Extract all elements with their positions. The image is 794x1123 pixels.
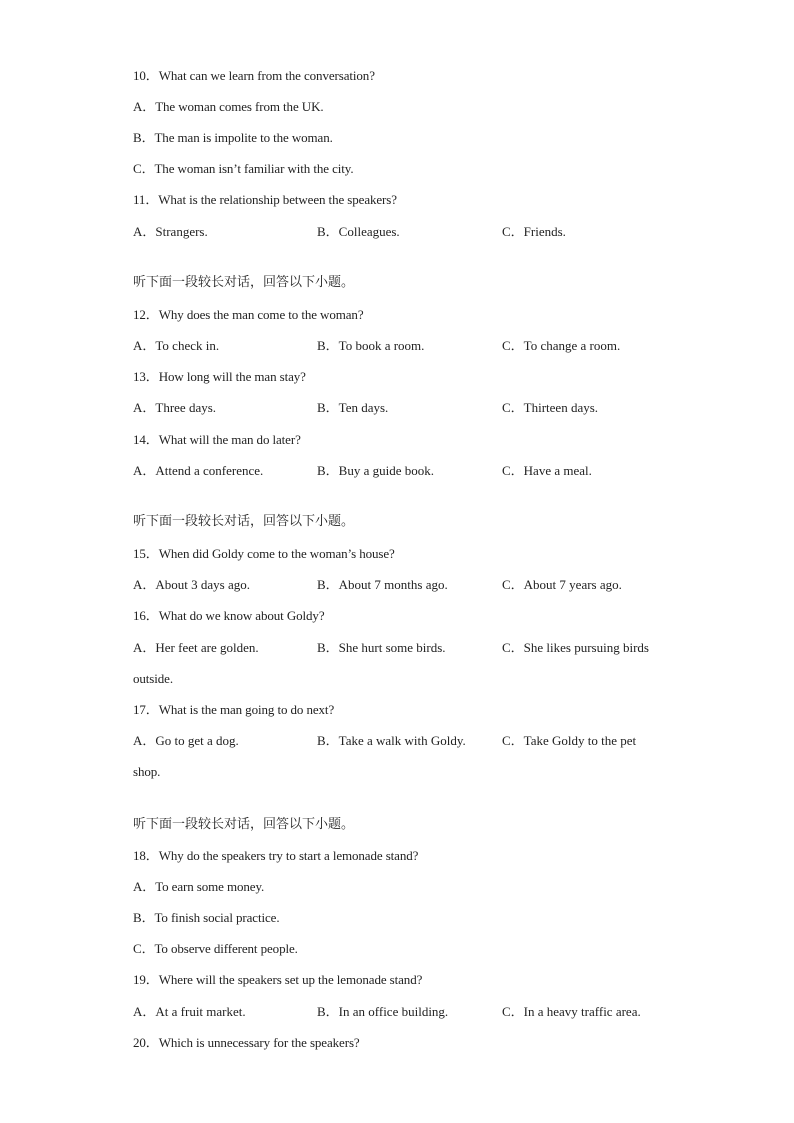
question-12-option-b: B．To book a room. [317,338,425,353]
question-15-option-c: C．About 7 years ago. [502,577,622,592]
question-17-option-c: C．Take Goldy to the pet [502,733,637,748]
question-17-stem: 17．What is the man going to do next? [133,702,335,717]
question-10-option-a: A．The woman comes from the UK. [133,99,324,114]
question-16-stem: 16．What do we know about Goldy? [133,608,325,623]
section-instruction: 听下面一段较长对话，回答以下小题。 [133,275,355,290]
question-15-option-a: A．About 3 days ago. [133,577,250,592]
question-16-option-a: A．Her feet are golden. [133,640,259,655]
question-20-stem: 20．Which is unnecessary for the speakers? [133,1035,360,1050]
question-18-option-c: C．To observe different people. [133,941,298,956]
question-15-stem: 15．When did Goldy come to the woman’s house? [133,546,395,561]
question-17-option-b: B．Take a walk with Goldy. [317,733,466,748]
question-14-stem: 14．What will the man do later? [133,432,301,447]
section-instruction: 听下面一段较长对话，回答以下小题。 [133,514,355,529]
question-17-option-c-continued: shop. [133,764,161,779]
question-19-stem: 19．Where will the speakers set up the lemonade stand? [133,972,423,987]
question-18-option-a: A．To earn some money. [133,879,265,894]
question-11-option-a: A．Strangers. [133,224,208,239]
question-16-option-b: B．She hurt some birds. [317,640,446,655]
question-14-option-a: A．Attend a conference. [133,463,264,478]
section-instruction: 听下面一段较长对话，回答以下小题。 [133,817,355,832]
question-17-option-a: A．Go to get a dog. [133,733,239,748]
question-16-option-c-continued: outside. [133,671,174,686]
question-19-option-c: C．In a heavy traffic area. [502,1004,641,1019]
question-10-stem: 10．What can we learn from the conversation? [133,68,375,83]
question-12-option-a: A．To check in. [133,338,220,353]
question-19-option-a: A．At a fruit market. [133,1004,246,1019]
question-14-option-c: C．Have a meal. [502,463,592,478]
question-13-stem: 13．How long will the man stay? [133,369,306,384]
question-11-stem: 11．What is the relationship between the speakers? [133,192,397,207]
question-12-stem: 12．Why does the man come to the woman? [133,307,364,322]
question-18-option-b: B．To finish social practice. [133,910,280,925]
question-10-option-b: B．The man is impolite to the woman. [133,130,333,145]
question-16-option-c: C．She likes pursuing birds [502,640,649,655]
question-19-option-b: B．In an office building. [317,1004,449,1019]
question-13-option-a: A．Three days. [133,400,217,415]
question-15-option-b: B．About 7 months ago. [317,577,448,592]
question-18-stem: 18．Why do the speakers try to start a lemonade stand? [133,848,419,863]
question-13-option-c: C．Thirteen days. [502,400,599,415]
question-11-option-c: C．Friends. [502,224,566,239]
question-14-option-b: B．Buy a guide book. [317,463,434,478]
question-12-option-c: C．To change a room. [502,338,621,353]
question-11-option-b: B．Colleagues. [317,224,400,239]
question-10-option-c: C．The woman isn’t familiar with the city. [133,161,354,176]
question-13-option-b: B．Ten days. [317,400,389,415]
